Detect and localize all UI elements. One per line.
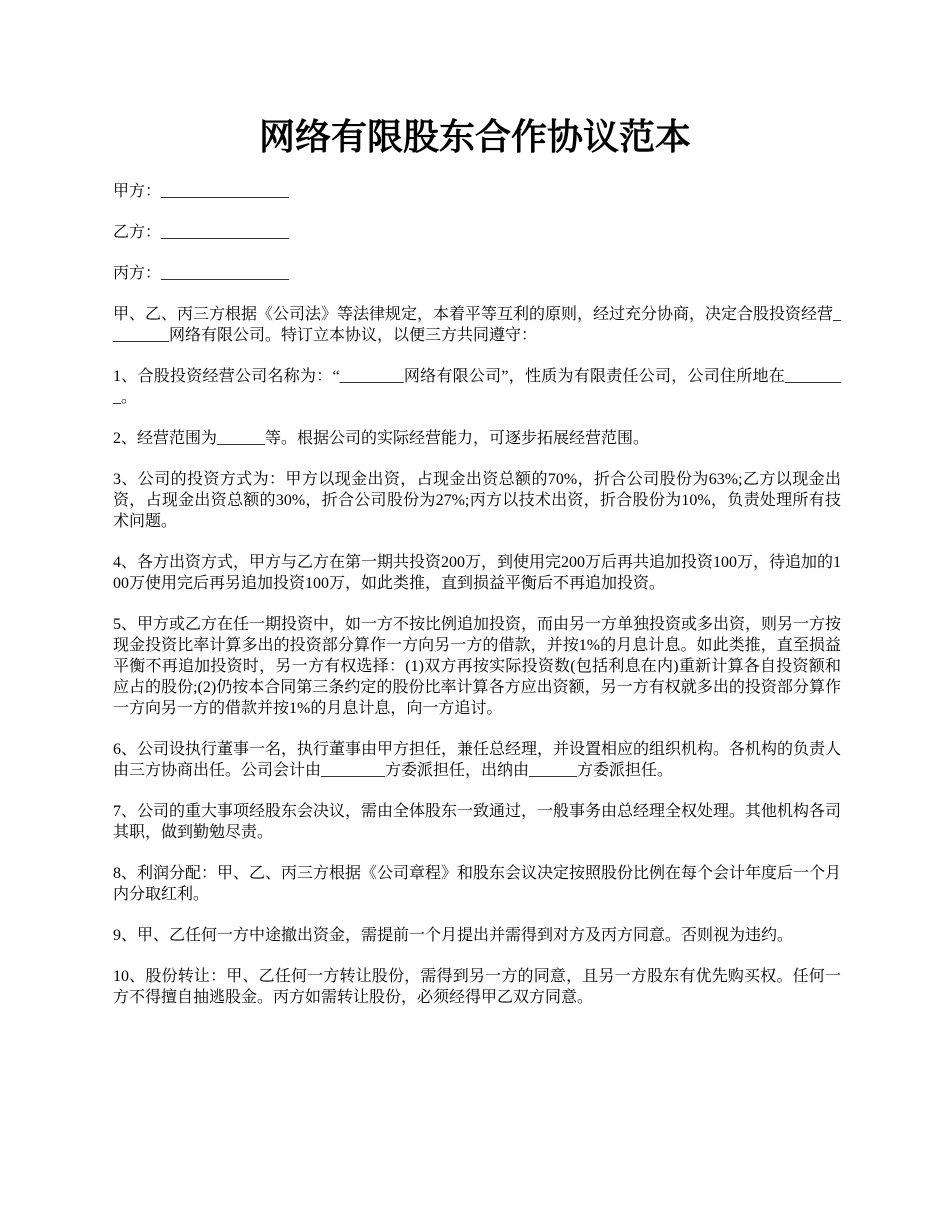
document-body [113,181,841,1028]
clause-4: 4、各方出资方式，甲方与乙方在第一期共投资200万，到使用完200万后再共追加投资100万，待追加的100万使用完后再另追加投资100万，如此类推，直到损益平衡后不再追加投资。 [113,554,842,592]
clause-3: 3、公司的投资方式为：甲方以现金出资，占现金出资总额的70%，折合公司股份为63%;乙方以现金出资，占现金出资总额的30%，折合公司股份为27%;丙方以技术出资，折合股份为10%，负责处理所有技术问题。 [113,471,841,530]
intro-paragraph: 甲、乙、丙三方根据《公司法》等法律规定，本着平等互利的原则，经过充分协商，决定合股投资经营________网络有限公司。特订立本协议，以便三方共同遵守： [113,306,842,344]
party-b-line: 乙方：________________ [113,224,290,241]
clause-9: 9、甲、乙任何一方中途撤出资金，需提前一个月提出并需得到对方及丙方同意。否则视为违约。 [113,927,794,944]
party-c-line: 丙方：________________ [113,265,290,282]
clause-10: 10、股份转让：甲、乙任何一方转让股份，需得到另一方的同意，且另一方股东有优先购买权。任何一方不得擅自抽逃股金。丙方如需转让股份，必须经得甲乙双方同意。 [113,968,841,1006]
clause-5: 5、甲方或乙方在任一期投资中，如一方不按比例追加投资，而由另一方单独投资或多出资，则另一方按现金投资比率计算多出的投资部分算作一方向另一方的借款，并按1%的月息计息。如此类推，直至损益平衡不再追加投资时，另一方有权选择：(1)双方再按实际投资数(包括利息在内)重新计算各自投资额和应占的股份;(2)仍按本合同第三条约定的股份比率计算各方应出资额，另一方有权就多出的投资部分算作一方向另一方的借款并按1%的月息计息，向一方追讨。 [113,616,842,717]
clause-7: 7、公司的重大事项经股东会决议，需由全体股东一致通过，一般事务由总经理全权处理。其他机构各司其职，做到勤勉尽责。 [113,803,842,841]
clause-8: 8、利润分配：甲、乙、丙三方根据《公司章程》和股东会议决定按照股份比例在每个会计年度后一个月内分取红利。 [113,865,842,903]
clause-6: 6、公司设执行董事一名，执行董事由甲方担任，兼任总经理，并设置相应的组织机构。各机构的负责人由三方协商出任。公司会计由________方委派担任，出纳由______方委派担任。 [113,741,842,779]
document-title: 网络有限股东合作协议范本 [258,117,691,157]
clause-1: 1、合股投资经营公司名称为：“________网络有限公司”，性质为有限责任公司，公司住所地在________。 [113,368,841,406]
clause-2: 2、经营范围为______等。根据公司的实际经营能力，可逐步拓展经营范围。 [113,430,650,447]
party-a-line: 甲方：________________ [113,183,290,200]
